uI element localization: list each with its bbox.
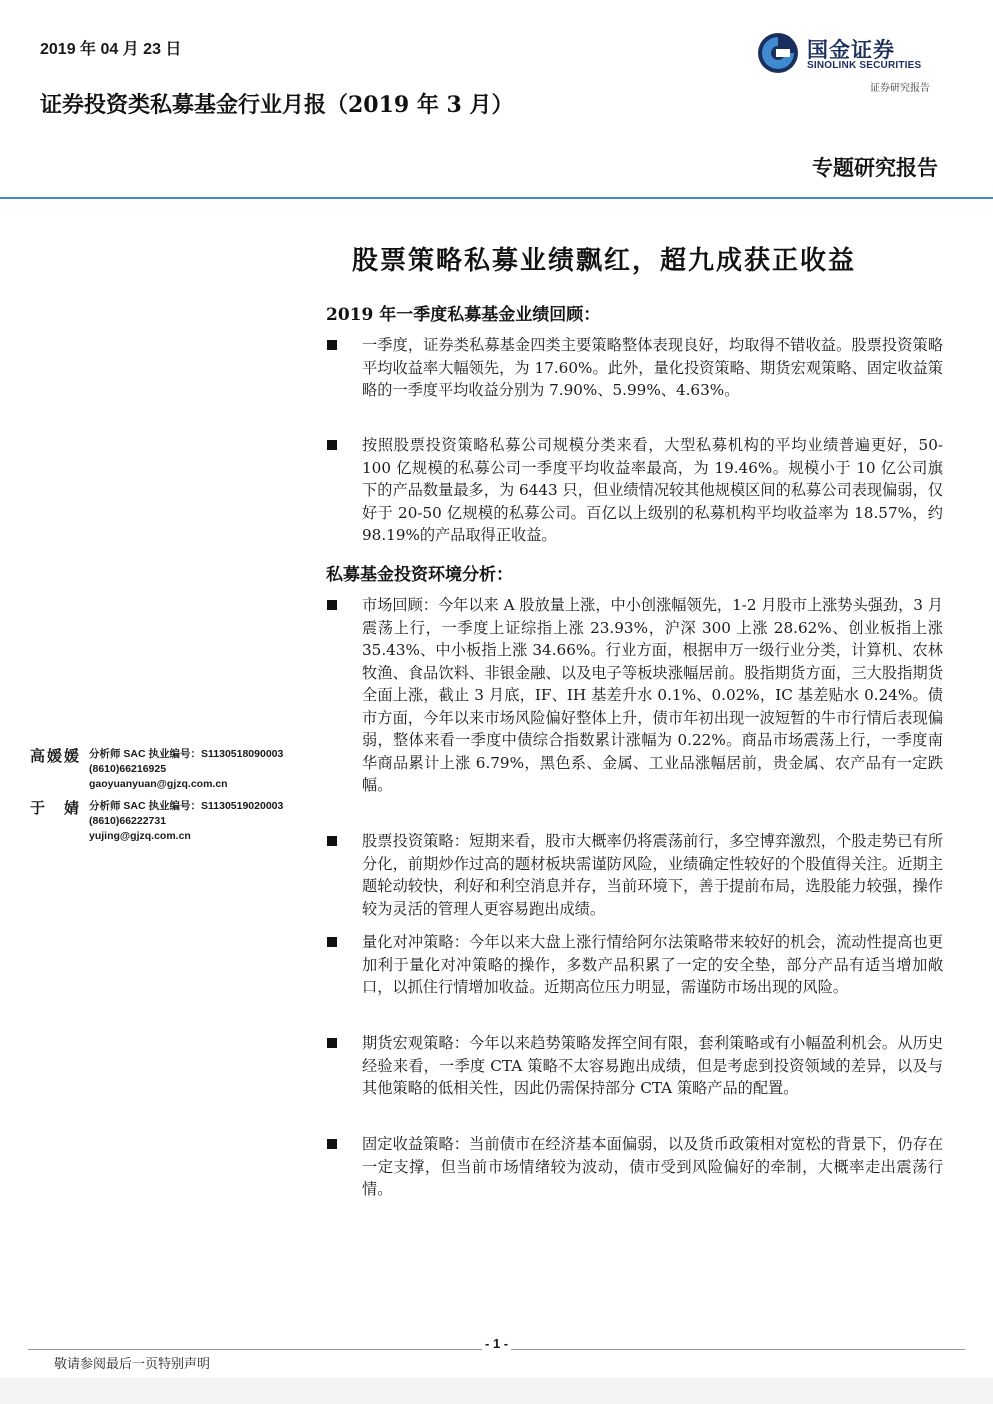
- section-heading-performance: 2019 年一季度私募基金业绩回顾：: [326, 305, 601, 325]
- list-item: [327, 931, 943, 999]
- author-card: [30, 745, 310, 797]
- list-item: [327, 594, 943, 797]
- author-name: 于 婧: [30, 799, 82, 817]
- company-logo: [757, 32, 947, 94]
- logo-name-en: SINOLINK SECURITIES: [807, 60, 922, 71]
- author-title: 分析师 SAC 执业编号：S1130519020003: [89, 800, 284, 812]
- list-item-text: 按照股票投资策略私募公司规模分类来看，大型私募机构的平均业绩普遍更好，50-100 亿规模的私募公司一季度平均收益率最高，为 19.46%。规模小于 10 亿公司旗下的产品数量最多，为 6443 只，但业绩情况较其他规模区间的私募公司表现偏弱，仅好于 20-50 亿规模的私募公司。百亿以上级别的私募机构平均收益率为 18.57%，约 98.19%的产品取得正收益。: [362, 436, 943, 544]
- page-number: - 1 -: [482, 1336, 511, 1351]
- bullet-square-icon: [327, 836, 337, 846]
- author-name: 高媛媛: [30, 747, 82, 765]
- list-item: [327, 334, 943, 402]
- list-item-text: 市场回顾：今年以来 A 股放量上涨，中小创涨幅领先，1-2 月股市上涨势头强劲，3 月震荡上行，一季度上证综指上涨 23.93%，沪深 300 上涨 28.62%、创业板指上涨 35.43%、中小板指上涨 34.66%。行业方面，根据申万一级行业分类，计算机、农林牧渔、食品饮料、非银金融、以及电子等板块涨幅居前。股指期货方面，三大股指期货全面上涨，截止 3 月底，IF、IH 基差升水 0.1%、0.02%，IC 基差贴水 0.24%。债市方面，今年以来市场风险偏好整体上升，债市年初出现一波短暂的牛市行情后表现偏弱，整体来看一季度中债综合指数累计涨幅为 0.22%。商品市场震荡上行，一季度南华商品累计上涨 6.79%，黑色系、金属、工业品涨幅居前，贵金属、农产品有一定跌幅。: [362, 596, 943, 794]
- bullet-square-icon: [327, 937, 337, 947]
- header-divider: [0, 197, 993, 199]
- author-list: [30, 745, 310, 849]
- list-item: [327, 1032, 943, 1100]
- logo-name-cn: 国金证券: [807, 38, 895, 62]
- list-item: [327, 1133, 943, 1201]
- author-card: [30, 797, 310, 849]
- bullet-square-icon: [327, 1139, 337, 1149]
- list-item: [327, 830, 943, 920]
- list-item-text: 量化对冲策略：今年以来大盘上涨行情给阿尔法策略带来较好的机会，流动性提高也更加利于量化对冲策略的操作，多数产品积累了一定的安全垫，部分产品有适当增加敞口，以抓住行情增加收益。近期高位压力明显，需谨防市场出现的风险。: [362, 933, 943, 996]
- headline: 股票策略私募业绩飘红，超九成获正收益: [352, 246, 857, 276]
- logo-subtitle: 证券研究报告: [870, 83, 930, 94]
- bullet-square-icon: [327, 600, 337, 610]
- bullet-square-icon: [327, 340, 337, 350]
- footer-band: [0, 1378, 993, 1404]
- bullet-square-icon: [327, 440, 337, 450]
- author-title: 分析师 SAC 执业编号：S1130518090003: [89, 748, 284, 760]
- author-phone: (8610)66222731: [89, 815, 167, 827]
- author-email[interactable]: gaoyuanyuan@gjzq.com.cn: [89, 778, 228, 790]
- disclaimer-text: 敬请参阅最后一页特别声明: [54, 1357, 211, 1372]
- list-item-text: 一季度，证券类私募基金四类主要策略整体表现良好，均取得不错收益。股票投资策略平均收益率大幅领先，为 17.60%。此外，量化投资策略、期货宏观策略、固定收益策略的一季度平均收益分别为 7.90%、5.99%、4.63%。: [362, 336, 943, 399]
- sinolink-logo-icon: [757, 32, 799, 74]
- bullet-square-icon: [327, 1038, 337, 1048]
- author-phone: (8610)66216925: [89, 763, 167, 775]
- section-heading-environment: 私募基金投资环境分析：: [326, 565, 513, 585]
- list-item-text: 期货宏观策略：今年以来趋势策略发挥空间有限，套利策略或有小幅盈利机会。从历史经验来看，一季度 CTA 策略不太容易跑出成绩，但是考虑到投资领域的差异，以及与其他策略的低相关性，因此仍需保持部分 CTA 策略产品的配置。: [362, 1034, 943, 1097]
- author-details: [89, 747, 283, 792]
- list-item-text: 股票投资策略：短期来看，股市大概率仍将震荡前行，多空博弈激烈，个股走势已有所分化，前期炒作过高的题材板块需谨防风险，业绩确定性较好的个股值得关注。近期主题轮动较快，利好和利空消息并存，当前环境下，善于提前布局，选股能力较强，操作较为灵活的管理人更容易跑出成绩。: [362, 832, 943, 918]
- list-item-text: 固定收益策略：当前债市在经济基本面偏弱，以及货币政策相对宽松的背景下，仍存在一定支撑，但当前市场情绪较为波动，债市受到风险偏好的牵制，大概率走出震荡行情。: [362, 1135, 943, 1198]
- report-title: 证券投资类私募基金行业月报（2019 年 3 月）: [40, 92, 514, 118]
- author-details: [89, 799, 283, 844]
- list-item: [327, 434, 943, 547]
- author-email[interactable]: yujing@gjzq.com.cn: [89, 830, 191, 842]
- report-date: 2019 年 04 月 23 日: [40, 41, 182, 58]
- report-type: 专题研究报告: [812, 155, 938, 180]
